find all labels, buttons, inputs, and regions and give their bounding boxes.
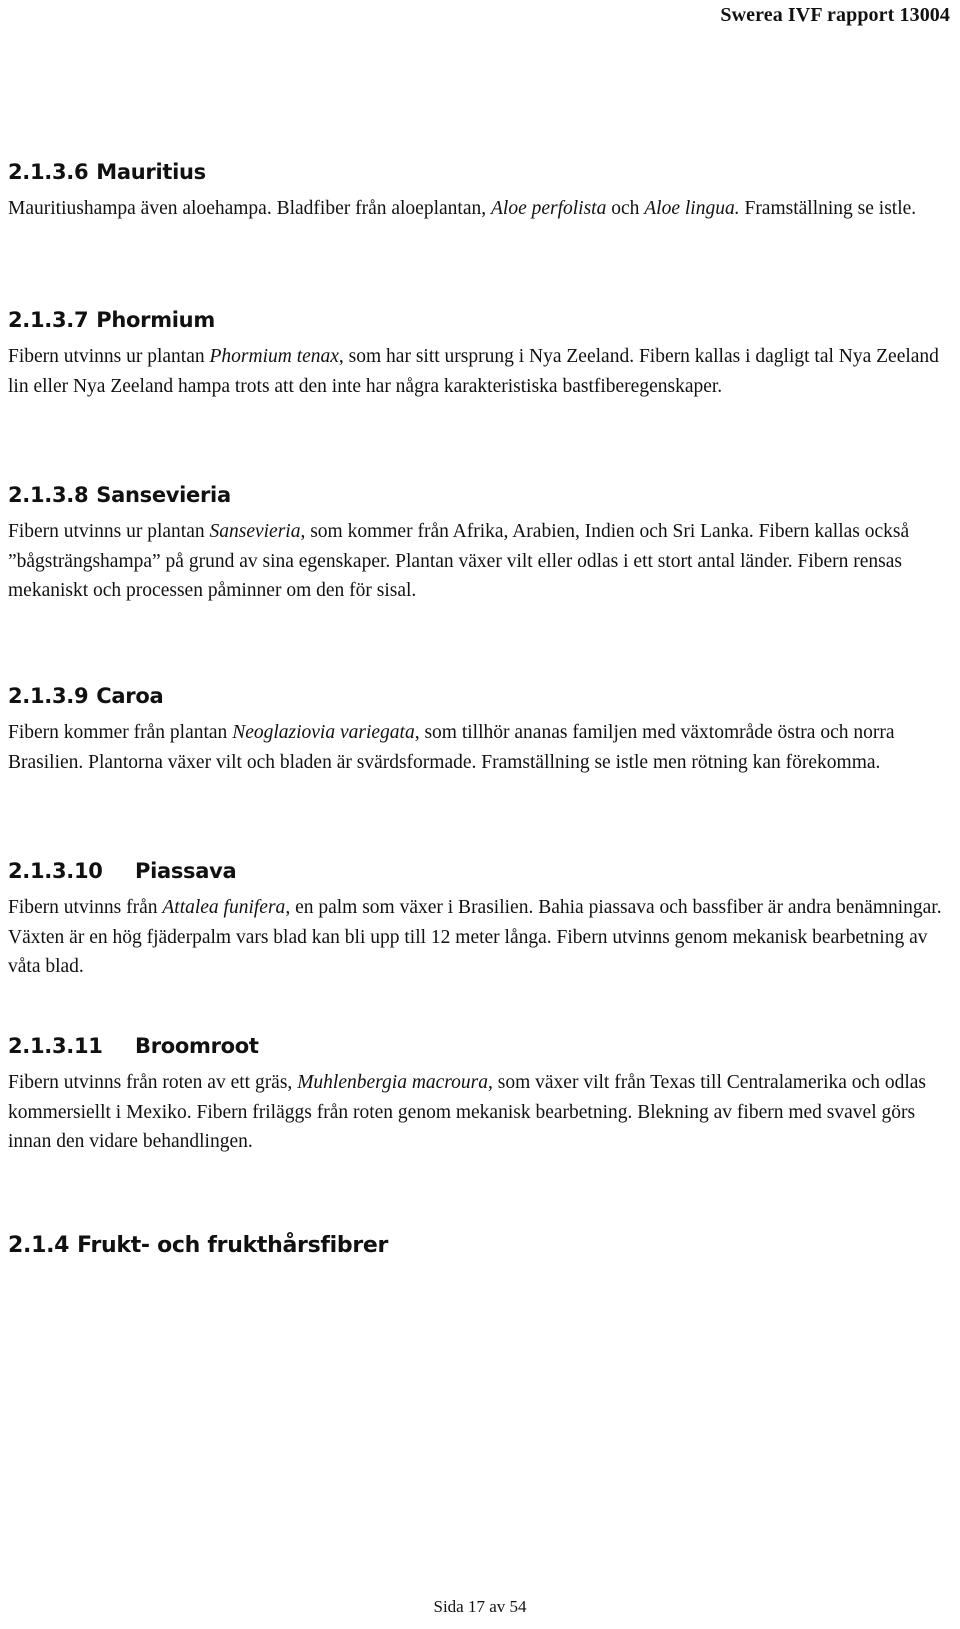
italic-term: Phormium tenax <box>209 346 339 367</box>
section-heading <box>8 481 958 509</box>
section-caroa <box>8 682 958 777</box>
paragraph-text: Framställning se istle. <box>739 198 917 219</box>
italic-term: Muhlenbergia macroura <box>297 1072 489 1093</box>
italic-term: Neoglaziovia variegata <box>232 722 415 743</box>
italic-term: Aloe perfolista <box>490 198 607 219</box>
section-title: Piassava <box>135 859 237 883</box>
section-heading <box>8 857 958 885</box>
paragraph-text: Fibern utvinns ur plantan <box>8 346 210 367</box>
paragraph-text: Fibern utvinns från roten av ett gräs, <box>8 1072 298 1093</box>
section-broomroot <box>8 1032 958 1157</box>
italic-term: Attalea funifera <box>162 897 286 918</box>
section-frukt <box>8 1232 958 1260</box>
section-title: Mauritius <box>96 160 206 184</box>
section-heading <box>8 1032 958 1060</box>
section-number: 2.1.3.7 <box>8 308 89 332</box>
section-number: 2.1.3.8 <box>8 483 89 507</box>
paragraph-text: Mauritiushampa även aloehampa. Bladfiber från aloeplantan, <box>8 198 491 219</box>
section-number: 2.1.3.9 <box>8 684 89 708</box>
section-paragraph <box>8 194 958 224</box>
paragraph-text: Fibern kommer från plantan <box>8 722 233 743</box>
section-number: 2.1.3.11 <box>8 1034 103 1058</box>
section-paragraph <box>8 893 958 982</box>
paragraph-text: , som tillhör ananas familjen med växtområde östra och norra Brasilien. Plantorna växer vilt och bladen är svärdsformade. Framställning se istle men rötning kan förekomma. <box>8 722 895 773</box>
section-heading <box>8 682 958 710</box>
italic-term: Sansevieria <box>209 521 301 542</box>
paragraph-text: Fibern utvinns ur plantan <box>8 521 210 542</box>
section-heading <box>8 1232 958 1260</box>
section-number: 2.1.3.10 <box>8 859 103 883</box>
paragraph-text: , som kommer från Afrika, Arabien, Indien och Sri Lanka. Fibern kallas också ”bågsträngshampa” på grund av sina egenskaper. Plantan växer vilt eller odlas i ett stort antal länder. Fibern rensas mekaniskt och processen påminner om den för sisal. <box>8 521 910 601</box>
section-paragraph <box>8 342 958 401</box>
section-title: Broomroot <box>135 1034 259 1058</box>
section-paragraph <box>8 1068 958 1157</box>
section-title: Caroa <box>96 684 164 708</box>
page-number: Sida 17 av 54 <box>433 1597 527 1616</box>
section-number: 2.1.4 <box>8 1233 70 1258</box>
section-mauritius <box>8 158 958 224</box>
italic-term: Aloe lingua. <box>644 198 740 219</box>
document-header: Swerea IVF rapport 13004 <box>720 4 950 26</box>
section-heading <box>8 306 958 334</box>
paragraph-text: , en palm som växer i Brasilien. Bahia piassava och bassfiber är andra benämningar. Växten är en hög fjäderpalm vars blad kan bli upp till 12 meter långa. Fibern utvinns genom mekanisk bearbetning av våta blad. <box>8 897 942 977</box>
paragraph-text: Fibern utvinns från <box>8 897 163 918</box>
section-number: 2.1.3.6 <box>8 160 89 184</box>
section-title: Frukt- och frukthårsfibrer <box>77 1233 389 1258</box>
section-title: Sansevieria <box>96 483 231 507</box>
section-paragraph <box>8 517 958 606</box>
section-heading <box>8 158 958 186</box>
section-piassava <box>8 857 958 982</box>
section-paragraph <box>8 718 958 777</box>
section-title: Phormium <box>96 308 215 332</box>
paragraph-text: , som har sitt ursprung i Nya Zeeland. Fibern kallas i dagligt tal Nya Zeeland lin eller Nya Zeeland hampa trots att den inte har några karakteristiska bastfiberegenskaper. <box>8 346 939 397</box>
section-phormium <box>8 306 958 401</box>
paragraph-text: och <box>606 198 645 219</box>
section-sansevieria <box>8 481 958 606</box>
paragraph-text: , som växer vilt från Texas till Centralamerika och odlas kommersiellt i Mexiko. Fibern friläggs från roten genom mekanisk bearbetning. Blekning av fibern med svavel görs innan den vidare behandlingen. <box>8 1072 926 1152</box>
